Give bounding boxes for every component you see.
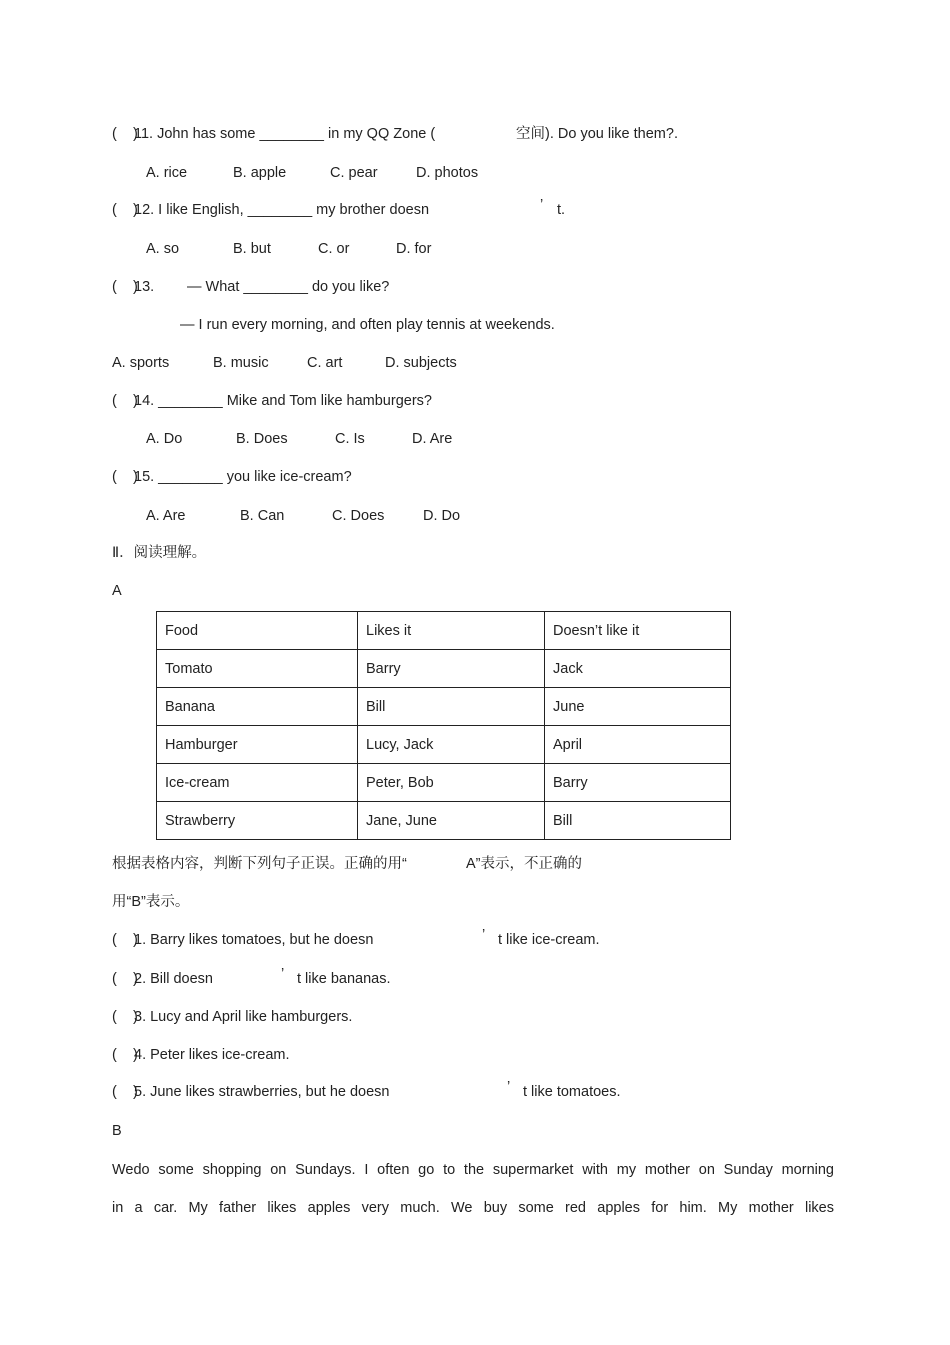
table-header-cell: Likes it	[358, 612, 545, 650]
q13-option-b[interactable]: B. music	[213, 355, 269, 371]
judgement-1-paren[interactable]: ( )	[112, 932, 138, 948]
instruction-line-1: 根据表格内容，判断下列句子正误。正确的用“	[112, 856, 407, 872]
table-header-cell: Food	[157, 612, 358, 650]
table-cell: Peter, Bob	[358, 764, 545, 802]
section-heading: Ⅱ．阅读理解。	[112, 545, 207, 561]
q13-answer-line: — I run every morning, and often play tennis at weekends.	[180, 317, 555, 333]
q12-apostrophe: ’	[540, 197, 544, 213]
judgement-1-apostrophe: ’	[482, 927, 486, 943]
table-cell: Strawberry	[157, 802, 358, 840]
q14-option-d[interactable]: D. Are	[412, 431, 453, 447]
table-cell: Barry	[358, 650, 545, 688]
q14-option-a[interactable]: A. Do	[146, 431, 183, 447]
judgement-1-text: 1. Barry likes tomatoes, but he doesn	[134, 932, 374, 948]
table-cell: Ice-cream	[157, 764, 358, 802]
instruction-line-2: 用“B”表示。	[112, 894, 190, 910]
q14-option-b[interactable]: B. Does	[236, 431, 288, 447]
judgement-3-text: 3. Lucy and April like hamburgers.	[134, 1009, 353, 1025]
q15-option-c[interactable]: C. Does	[332, 508, 385, 524]
q15-option-d[interactable]: D. Do	[423, 508, 461, 524]
q15-option-b[interactable]: B. Can	[240, 508, 285, 524]
q11-paren[interactable]: ( )	[112, 126, 138, 142]
judgement-5-paren[interactable]: ( )	[112, 1084, 138, 1100]
table-cell: June	[545, 688, 731, 726]
table-row	[157, 726, 731, 764]
q15-paren[interactable]: ( )	[112, 469, 138, 485]
q12-paren[interactable]: ( )	[112, 202, 138, 218]
q13-stem: — What ________ do you like?	[187, 279, 390, 295]
judgement-4-paren[interactable]: ( )	[112, 1047, 138, 1063]
q11-option-c[interactable]: C. pear	[330, 165, 378, 181]
table-cell: Bill	[358, 688, 545, 726]
q12-option-a[interactable]: A. so	[146, 241, 180, 257]
q14-option-c[interactable]: C. Is	[335, 431, 365, 447]
q11-option-a[interactable]: A. rice	[146, 165, 188, 181]
table-row	[157, 650, 731, 688]
q11-stem-tail: 空间). Do you like them?.	[516, 126, 678, 142]
judgement-2-tail: t like bananas.	[297, 971, 391, 987]
part-a-label: A	[112, 583, 122, 599]
table-cell: April	[545, 726, 731, 764]
table-cell: Banana	[157, 688, 358, 726]
q13-option-c[interactable]: C. art	[307, 355, 343, 371]
q11-option-d[interactable]: D. photos	[416, 165, 479, 181]
table-cell: Lucy, Jack	[358, 726, 545, 764]
table-cell: Hamburger	[157, 726, 358, 764]
food-preference-table	[156, 611, 731, 840]
q12-stem-tail: t.	[557, 202, 566, 218]
q13-paren[interactable]: ( )	[112, 279, 138, 295]
table-row	[157, 688, 731, 726]
q11-option-b[interactable]: B. apple	[233, 165, 287, 181]
passage-line-1: Wedo some shopping on Sundays. I often go to the supermarket with my mother on Sunday morning	[112, 1162, 834, 1178]
judgement-5-text: 5. June likes strawberries, but he doesn	[134, 1084, 390, 1100]
q12-option-d[interactable]: D. for	[396, 241, 432, 257]
q14-paren[interactable]: ( )	[112, 393, 138, 409]
instruction-line-1-tail: A”表示，不正确的	[466, 856, 582, 872]
q11-stem: 11. John has some ________ in my QQ Zone (	[134, 126, 436, 142]
q13-option-d[interactable]: D. subjects	[385, 355, 457, 371]
table-cell: Jack	[545, 650, 731, 688]
table-row	[157, 764, 731, 802]
judgement-5-tail: t like tomatoes.	[523, 1084, 621, 1100]
judgement-2-text: 2. Bill doesn	[134, 971, 213, 987]
judgement-3-paren[interactable]: ( )	[112, 1009, 138, 1025]
q12-option-b[interactable]: B. but	[233, 241, 271, 257]
table-cell: Jane, June	[358, 802, 545, 840]
judgement-5-apostrophe: ’	[507, 1079, 511, 1095]
judgement-2-paren[interactable]: ( )	[112, 971, 138, 987]
q12-stem: 12. I like English, ________ my brother doesn	[134, 202, 430, 218]
table-header-row	[157, 612, 731, 650]
table-cell: Bill	[545, 802, 731, 840]
table-header-cell: Doesn’t like it	[545, 612, 731, 650]
table-row	[157, 802, 731, 840]
passage-line-2: in a car. My father likes apples very much. We buy some red apples for him. My mother likes	[112, 1200, 834, 1216]
q14-stem: 14. ________ Mike and Tom like hamburgers?	[134, 393, 432, 409]
judgement-1-tail: t like ice-cream.	[498, 932, 600, 948]
judgement-4-text: 4. Peter likes ice-cream.	[134, 1047, 290, 1063]
q12-option-c[interactable]: C. or	[318, 241, 350, 257]
part-b-label: B	[112, 1123, 122, 1139]
table-cell: Barry	[545, 764, 731, 802]
q13-option-a[interactable]: A. sports	[112, 355, 170, 371]
q15-option-a[interactable]: A. Are	[146, 508, 186, 524]
q15-stem: 15. ________ you like ice-cream?	[134, 469, 352, 485]
judgement-2-apostrophe: ’	[281, 966, 285, 982]
table-cell: Tomato	[157, 650, 358, 688]
q13-number: 13.	[134, 279, 155, 295]
